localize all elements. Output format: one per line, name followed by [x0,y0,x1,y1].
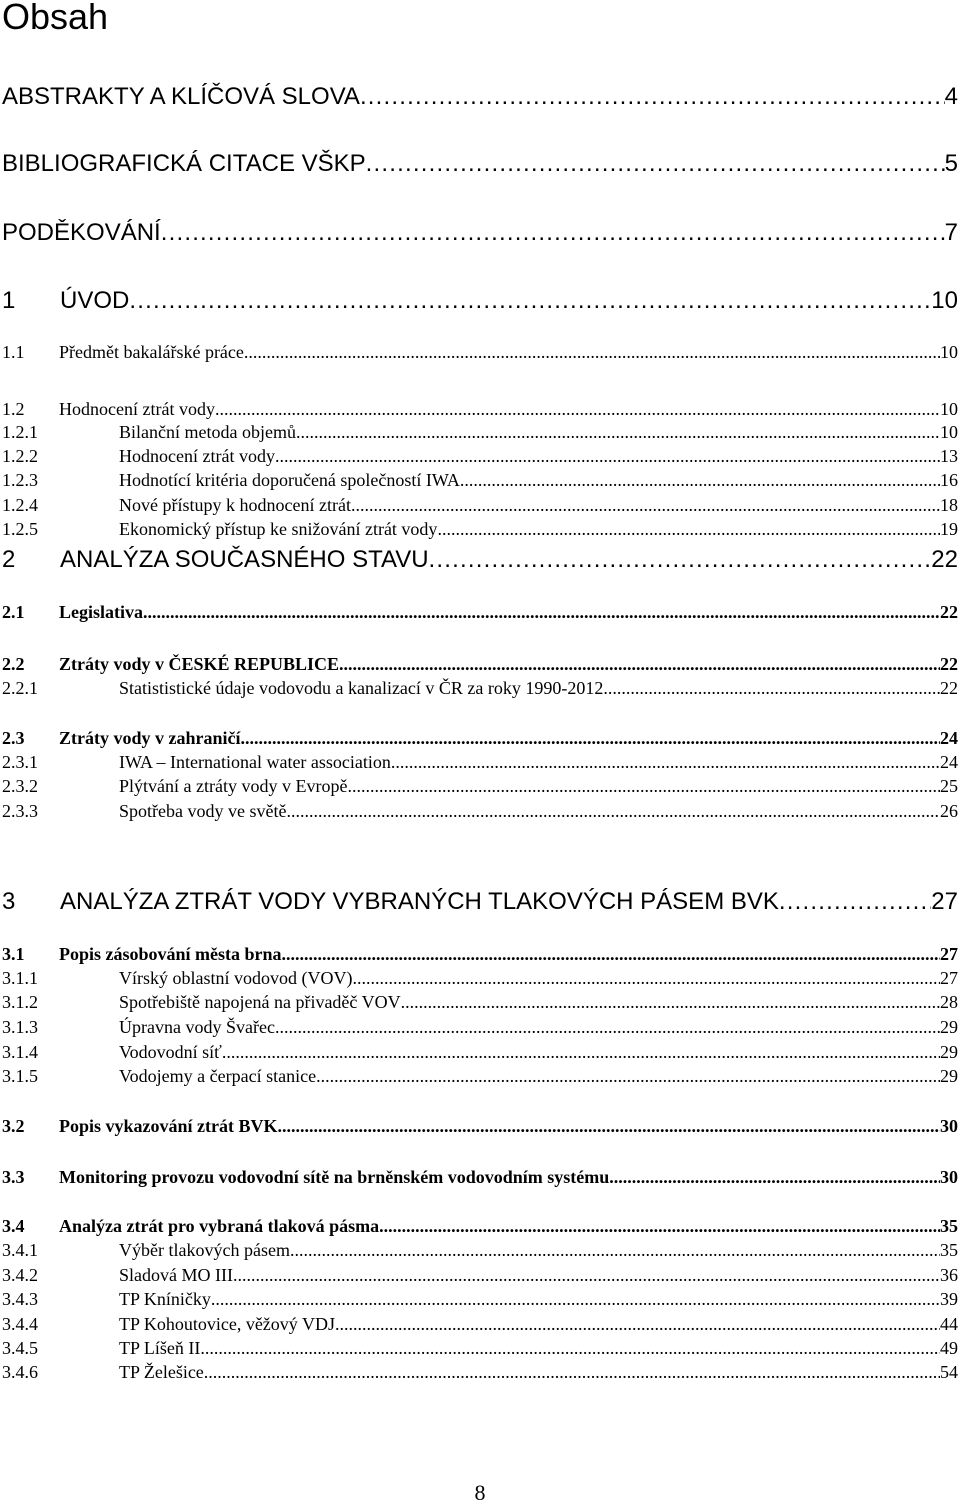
toc-entry-page: 22 [940,654,958,674]
toc-subsection-3-1-3[interactable] [2,1016,958,1038]
toc-entry-citace[interactable] [2,149,958,179]
toc-entry-number: 2.3.2 [2,776,38,796]
toc-subsection-1-2-2[interactable] [2,445,958,467]
toc-entry-page: 10 [940,422,958,442]
toc-subsection-3-1-4[interactable] [2,1041,958,1063]
toc-subsection-2-2-1[interactable] [2,677,958,699]
toc-entry-text: ÚVOD [60,287,130,314]
toc-entry-number: 3.4.6 [2,1362,38,1382]
toc-entry-page: 7 [944,219,958,246]
toc-leader [335,1313,940,1335]
toc-entry-page: 30 [940,1167,958,1187]
toc-chapter-3[interactable] [2,887,958,917]
toc-leader [286,800,940,822]
toc-leader [215,398,940,420]
toc-entry-number: 3.4.2 [2,1265,38,1285]
toc-leader [351,494,940,516]
toc-leader [437,518,940,540]
toc-entry-page: 30 [940,1116,958,1136]
toc-entry-page: 29 [940,1017,958,1037]
toc-entry-text: TP Želešice [119,1362,204,1382]
toc-leader [211,1288,940,1310]
toc-entry-page: 16 [940,470,958,490]
toc-entry-number: 3.1 [2,944,25,964]
toc-entry-page: 10 [940,342,958,362]
toc-section-3-1[interactable] [2,943,958,965]
toc-entry-number: 2.1 [2,602,25,622]
toc-entry-page: 27 [940,968,958,988]
toc-entry-number: 3.1.2 [2,992,38,1012]
toc-entry-text: Popis vykazování ztrát BVK [59,1116,278,1136]
toc-entry-number: 2 [2,546,16,573]
toc-subsection-1-2-5[interactable] [2,518,958,540]
toc-entry-number: 3.4.5 [2,1338,38,1358]
toc-leader [200,1337,940,1359]
toc-entry-text: Analýza ztrát pro vybraná tlaková pásma [59,1216,380,1236]
toc-entry-page: 54 [940,1362,958,1382]
toc-entry-number: 3.4.4 [2,1314,38,1334]
toc-entry-text: ANALÝZA SOUČASNÉHO STAVU [60,546,429,573]
toc-entry-page: 35 [940,1216,958,1236]
toc-entry-page: 13 [940,446,958,466]
toc-entry-text: Úpravna vody Švařec [119,1017,275,1037]
toc-entry-text: Vodojemy a čerpací stanice [119,1066,317,1086]
toc-entry-text: Hodnotící kritéria doporučená společností IWA [119,470,460,490]
toc-entry-text: Hodnocení ztrát vody [59,399,215,419]
toc-leader [278,1115,941,1137]
toc-entry-text: Sladová MO III [119,1265,233,1285]
toc-entry-page: 26 [940,801,958,821]
toc-entry-text: Ztráty vody v ČESKÉ REPUBLICE [59,654,340,674]
toc-leader [275,1016,940,1038]
toc-leader [347,775,940,797]
toc-entry-page: 27 [931,888,958,915]
toc-entry-page: 24 [940,728,958,748]
toc-entry-text: BIBLIOGRAFICKÁ CITACE VŠKP [2,150,366,177]
toc-entry-number: 1 [2,287,16,314]
toc-entry-text: Legislativa [59,602,143,622]
toc-entry-page: 25 [940,776,958,796]
toc-subsection-3-4-3[interactable] [2,1288,958,1310]
toc-entry-number: 2.2.1 [2,678,38,698]
toc-entry-page: 10 [931,287,958,314]
toc-entry-text: Spotřeba vody ve světě [119,801,287,821]
toc-chapter-1[interactable] [2,286,958,316]
toc-entry-text: TP Líšeň II [119,1338,201,1358]
toc-entry-page: 39 [940,1289,958,1309]
toc-leader [401,991,940,1013]
toc-entry-page: 29 [940,1042,958,1062]
toc-entry-text: Spotřebiště napojená na přivaděč VOV [119,992,401,1012]
toc-entry-abstrakty[interactable] [2,82,958,112]
toc-leader [143,601,940,623]
toc-entry-text: TP Kohoutovice, věžový VDJ [119,1314,335,1334]
toc-entry-number: 3.1.4 [2,1042,38,1062]
toc-section-3-4[interactable] [2,1215,958,1237]
toc-leader [429,545,932,575]
toc-subsection-2-3-3[interactable] [2,800,958,822]
toc-leader [275,445,940,467]
toc-leader [379,1215,940,1237]
toc-leader [316,1065,940,1087]
toc-subsection-3-4-2[interactable] [2,1264,958,1286]
toc-chapter-2[interactable] [2,545,958,575]
toc-entry-number: 1.2.1 [2,422,38,442]
toc-entry-number: 1.2.2 [2,446,38,466]
toc-subsection-3-4-4[interactable] [2,1313,958,1335]
toc-leader [609,1166,940,1188]
toc-entry-text: Předmět bakalářské práce [59,342,244,362]
toc-subsection-1-2-3[interactable] [2,469,958,491]
toc-subsection-3-4-5[interactable] [2,1337,958,1359]
toc-entry-text: Hodnocení ztrát vody [119,446,275,466]
toc-entry-number: 3.1.1 [2,968,38,988]
toc-section-3-3[interactable] [2,1166,958,1188]
toc-entry-text: Popis zásobování města brna [59,944,282,964]
toc-entry-number: 3.1.5 [2,1066,38,1086]
toc-entry-number: 1.2.4 [2,495,38,515]
toc-entry-text: Plýtvání a ztráty vody v Evropě [119,776,348,796]
toc-entry-number: 3.4.1 [2,1240,38,1260]
toc-entry-page: 49 [940,1338,958,1358]
toc-leader [460,469,940,491]
toc-subsection-3-1-5[interactable] [2,1065,958,1087]
toc-leader [366,149,945,179]
toc-subsection-2-3-2[interactable] [2,775,958,797]
toc-entry-number: 3.2 [2,1116,25,1136]
toc-entry-page: 44 [940,1314,958,1334]
toc-entry-number: 2.3 [2,728,25,748]
toc-leader [360,82,945,112]
toc-entry-number: 3 [2,888,16,915]
toc-entry-text: ABSTRAKTY A KLÍČOVÁ SLOVA [2,83,360,110]
toc-entry-number: 2.3.1 [2,752,38,772]
toc-entry-page: 4 [944,83,958,110]
toc-leader [241,727,941,749]
toc-leader [391,751,940,773]
toc-entry-number: 2.3.3 [2,801,38,821]
toc-entry-page: 35 [940,1240,958,1260]
toc-entry-page: 18 [940,495,958,515]
toc-subsection-3-4-1[interactable] [2,1239,958,1261]
toc-entry-podekovani[interactable] [2,218,958,248]
toc-entry-number: 1.1 [2,342,25,362]
page-number: 8 [474,1480,486,1505]
toc-section-1-1[interactable] [2,341,958,363]
toc-entry-page: 24 [940,752,958,772]
toc-entry-text: Vodovodní síť [119,1042,222,1062]
toc-subsection-3-1-2[interactable] [2,991,958,1013]
toc-leader [282,943,940,965]
toc-entry-text: Ekonomický přístup ke snižování ztrát vody [119,519,438,539]
toc-entry-text: Ztráty vody v zahraničí [59,728,241,748]
toc-entry-page: 22 [931,546,958,573]
toc-section-1-2[interactable] [2,398,958,420]
toc-leader [603,677,940,699]
toc-subsection-2-3-1[interactable] [2,751,958,773]
toc-section-2-2[interactable] [2,653,958,675]
toc-entry-page: 22 [940,678,958,698]
toc-entry-text: Výběr tlakových pásem [119,1240,290,1260]
toc-subsection-3-1-1[interactable] [2,967,958,989]
toc-entry-number: 3.1.3 [2,1017,38,1037]
toc-entry-number: 3.4.3 [2,1289,38,1309]
toc-entry-text: PODĚKOVÁNÍ [2,219,161,246]
toc-entry-text: Nové přístupy k hodnocení ztrát [119,495,351,515]
toc-section-2-3[interactable] [2,727,958,749]
toc-subsection-3-4-6[interactable] [2,1361,958,1383]
toc-subsection-1-2-4[interactable] [2,494,958,516]
toc-leader [296,421,940,443]
toc-entry-page: 28 [940,992,958,1012]
toc-leader [339,653,940,675]
toc-entry-text: TP Kníničky [119,1289,211,1309]
toc-entry-number: 1.2 [2,399,25,419]
toc-entry-text: Vírský oblastní vodovod (VOV) [119,968,353,988]
toc-entry-number: 1.2.5 [2,519,38,539]
toc-entry-number: 3.4 [2,1216,25,1236]
toc-entry-page: 19 [940,519,958,539]
toc-leader [233,1264,940,1286]
toc-leader [779,887,931,917]
toc-entry-number: 1.2.3 [2,470,38,490]
toc-leader [222,1041,940,1063]
toc-entry-page: 27 [940,944,958,964]
toc-leader [244,341,940,363]
toc-subsection-1-2-1[interactable] [2,421,958,443]
toc-entry-text: Bilanční metoda objemů [119,422,296,442]
toc-leader [290,1239,940,1261]
toc-entry-text: Statististické údaje vodovodu a kanalizací v ČR za roky 1990-2012 [119,678,604,698]
toc-section-3-2[interactable] [2,1115,958,1137]
toc-entry-number: 3.3 [2,1167,25,1187]
toc-section-2-1[interactable] [2,601,958,623]
toc-entry-page: 10 [940,399,958,419]
toc-leader [129,286,931,316]
toc-leader [204,1361,940,1383]
toc-leader [161,218,945,248]
toc-entry-text: Monitoring provozu vodovodní sítě na brněnském vodovodním systému [59,1167,610,1187]
page-title: Obsah [2,0,109,37]
toc-entry-text: ANALÝZA ZTRÁT VODY VYBRANÝCH TLAKOVÝCH PÁSEM BVK [60,888,779,915]
toc-leader [352,967,940,989]
toc-entry-page: 5 [944,150,958,177]
toc-entry-number: 2.2 [2,654,25,674]
toc-entry-page: 29 [940,1066,958,1086]
toc-entry-page: 22 [940,602,958,622]
toc-entry-text: IWA – International water association [119,752,391,772]
toc-entry-page: 36 [940,1265,958,1285]
